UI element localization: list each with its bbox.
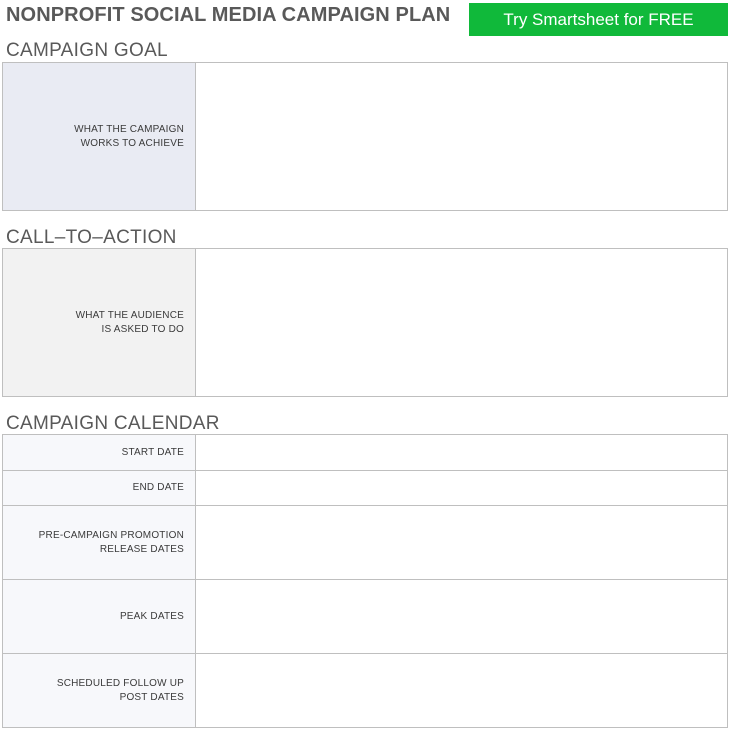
- campaign-goal-label: [3, 63, 196, 210]
- start-date-label-text: START DATE: [121, 446, 184, 458]
- campaign-goal-label-text: WHAT THE CAMPAIGN WORKS TO ACHIEVE: [74, 123, 184, 149]
- peak-dates-input[interactable]: [196, 580, 727, 653]
- campaign-calendar-heading: CAMPAIGN CALENDAR: [6, 413, 220, 434]
- end-date-label-text: END DATE: [132, 482, 184, 493]
- start-date-label: [3, 435, 196, 470]
- campaign-goal-box: [2, 62, 728, 211]
- call-to-action-label-text: WHAT THE AUDIENCE IS ASKED TO DO: [75, 309, 184, 335]
- follow-up-label-text: SCHEDULED FOLLOW UP POST DATES: [56, 677, 184, 703]
- calendar-row-follow-up: [3, 653, 727, 727]
- end-date-label: [3, 471, 196, 505]
- call-to-action-input[interactable]: [196, 249, 727, 396]
- pre-campaign-label: [3, 506, 196, 579]
- try-smartsheet-button[interactable]: Try Smartsheet for FREE: [469, 3, 728, 36]
- pre-campaign-input[interactable]: [196, 506, 727, 579]
- peak-dates-label: [3, 580, 196, 653]
- calendar-row-end-date: [3, 470, 727, 505]
- follow-up-input[interactable]: [196, 654, 727, 727]
- campaign-goal-input[interactable]: [196, 63, 727, 210]
- follow-up-label: [3, 654, 196, 727]
- call-to-action-heading: CALL–TO–ACTION: [6, 227, 177, 248]
- calendar-row-pre-campaign: [3, 505, 727, 579]
- campaign-goal-heading: CAMPAIGN GOAL: [6, 40, 168, 61]
- pre-campaign-label-text: PRE-CAMPAIGN PROMOTION RELEASE DATES: [38, 529, 184, 555]
- campaign-calendar-table: [2, 434, 728, 728]
- start-date-input[interactable]: [196, 435, 727, 470]
- page-title: NONPROFIT SOCIAL MEDIA CAMPAIGN PLAN: [6, 4, 451, 26]
- end-date-input[interactable]: [196, 471, 727, 505]
- call-to-action-box: [2, 248, 728, 397]
- peak-dates-label-text: PEAK DATES: [119, 610, 184, 622]
- calendar-row-peak-dates: [3, 579, 727, 653]
- call-to-action-label: [3, 249, 196, 396]
- calendar-row-start-date: [3, 435, 727, 470]
